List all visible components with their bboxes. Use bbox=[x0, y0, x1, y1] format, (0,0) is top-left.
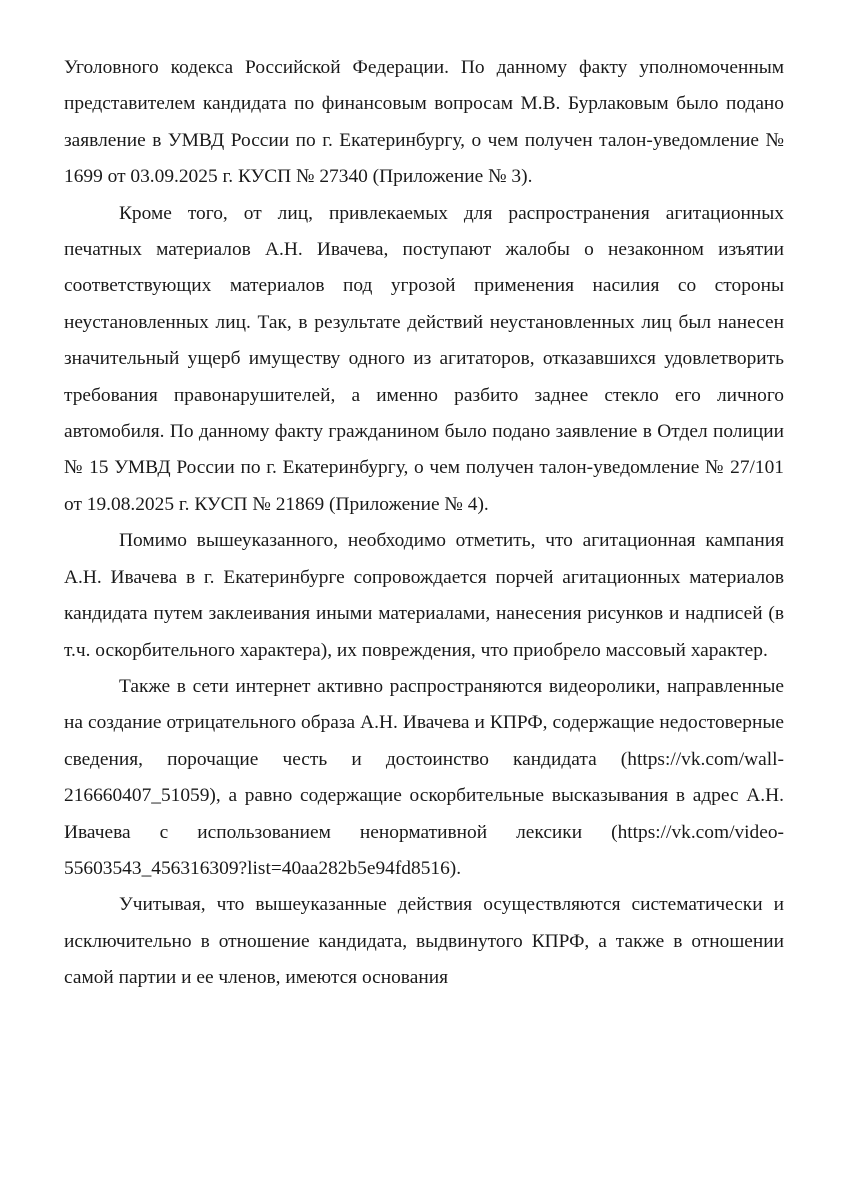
paragraph-agitator-complaints: Кроме того, от лиц, привлекаемых для распространения агитационных печатных материалов А.Н. Ивачева, поступают жалобы о незаконном изъятии соответствующих материалов под угрозой применения насилия со стороны неустановленных лиц. Так, в результате действий неустановленных лиц был нанесен значительный ущерб имуществу одного из агитаторов, отказавшихся удовлетворить требования правонарушителей, а именно разбито заднее стекло его личного автомобиля. По данному факту гражданином было подано заявление в Отдел полиции № 15 УМВД России по г. Екатеринбургу, о чем получен талон-уведомление № 27/101 от 19.08.2025 г. КУСП № 21869 (Приложение № 4). bbox=[64, 202, 784, 515]
paragraph-conclusion-start: Учитывая, что вышеуказанные действия осуществляются систематически и исключительно в отношение кандидата, выдвинутого КПРФ, а также в отношении самой партии и ее членов, имеются основания bbox=[64, 894, 784, 989]
paragraph-police-report-3: Уголовного кодекса Российской Федерации. По данному факту уполномоченным представителем кандидата по финансовым вопросам М.В. Бурлаковым было подано заявление в УМВД России по г. Екатеринбургу, о чем получен талон-уведомление № 1699 от 03.09.2025 г. КУСП № 27340 (Приложение № 3). bbox=[64, 57, 784, 188]
paragraph-materials-damage: Помимо вышеуказанного, необходимо отметить, что агитационная кампания А.Н. Ивачева в г. Екатеринбурге сопровождается порчей агитационных материалов кандидата путем заклеивания иными материалами, нанесения рисунков и надписей (в т.ч. оскорбительного характера), их повреждения, что приобрело массовый характер. bbox=[64, 530, 784, 661]
paragraph-internet-videos: Также в сети интернет активно распространяются видеоролики, направленные на создание отрицательного образа А.Н. Ивачева и КПРФ, содержащие недостоверные сведения, порочащие честь и достоинство кандидата (https://vk.com/wall-216660407_51059), а равно содержащие оскорбительные высказывания в адрес А.Н. Ивачева с использованием ненормативной лексики (https://vk.com/video-55603543_456316309?list=40aa282b5e94fd8516). bbox=[64, 675, 784, 879]
